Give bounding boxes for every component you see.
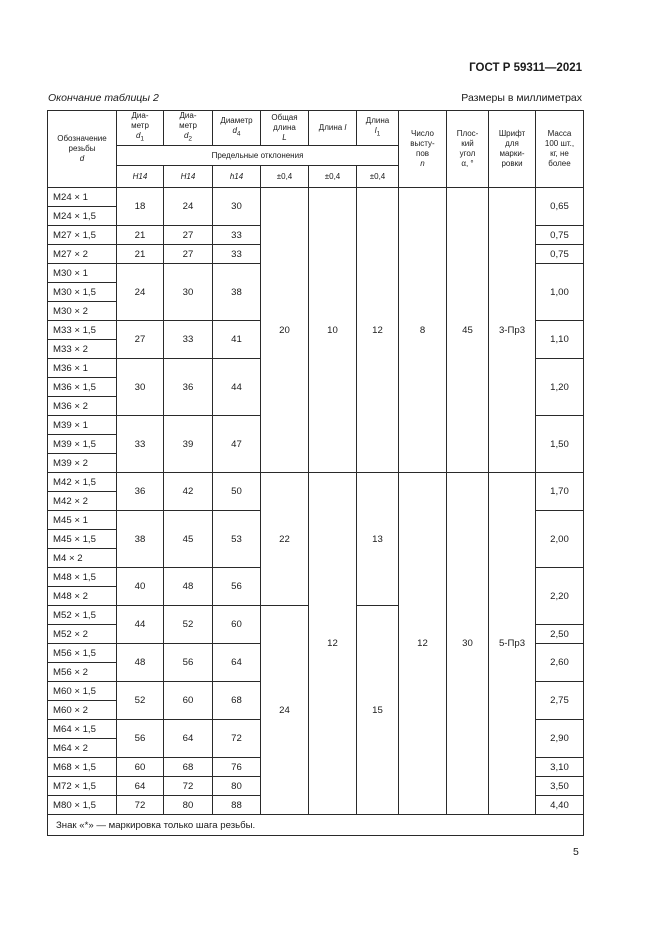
cell-flat-angle: 45 [447,188,489,473]
cell-length-l: 12 [309,473,357,815]
cell-d4: 33 [213,245,261,264]
tolerance-l: ±0,4 [309,166,357,188]
thread-designation: M30 × 2 [48,302,117,321]
cell-d1: 52 [117,682,164,720]
header-length-l1: Длина $l_1$ [357,111,399,146]
cell-mass: 0,75 [536,245,584,264]
cell-d1: 48 [117,644,164,682]
cell-length-l: 10 [309,188,357,473]
cell-d1: 38 [117,511,164,568]
units-note: Размеры в миллиметрах [461,92,582,104]
cell-marking-font: 5-Пр3 [489,473,536,815]
thread-designation: M36 × 1,5 [48,378,117,397]
cell-d1: 64 [117,777,164,796]
thread-designation: M33 × 2 [48,340,117,359]
cell-d1: 72 [117,796,164,815]
cell-d2: 30 [164,264,213,321]
cell-d4: 88 [213,796,261,815]
header-length-l: Длина l [309,111,357,146]
tolerance-d2: H14 [164,166,213,188]
thread-designation: M4 × 2 [48,549,117,568]
cell-d4: 76 [213,758,261,777]
cell-d4: 47 [213,416,261,473]
thread-designation: M27 × 2 [48,245,117,264]
header-marking-font: Шрифт для марки- ровки [489,111,536,188]
cell-d1: 18 [117,188,164,226]
thread-designation: M64 × 2 [48,739,117,758]
table-caption: Окончание таблицы 2 [48,92,159,104]
cell-d1: 27 [117,321,164,359]
cell-mass: 3,10 [536,758,584,777]
cell-mass: 1,10 [536,321,584,359]
header-mass: Масса 100 шт., кг, не более [536,111,584,188]
cell-d2: 33 [164,321,213,359]
thread-designation: M24 × 1 [48,188,117,207]
cell-mass: 2,75 [536,682,584,720]
cell-d2: 80 [164,796,213,815]
cell-d1: 36 [117,473,164,511]
cell-total-length: 20 [261,188,309,473]
thread-designation: M60 × 1,5 [48,682,117,701]
cell-d4: 60 [213,606,261,644]
cell-d1: 40 [117,568,164,606]
cell-d2: 72 [164,777,213,796]
header-protrusions: Число высту- пов n [399,111,447,188]
cell-d4: 56 [213,568,261,606]
cell-d1: 21 [117,245,164,264]
thread-designation: M39 × 1,5 [48,435,117,454]
cell-mass: 1,50 [536,416,584,473]
thread-designation: M72 × 1,5 [48,777,117,796]
cell-d4: 64 [213,644,261,682]
dimensions-table [47,110,584,836]
thread-designation: M52 × 2 [48,625,117,644]
thread-designation: M56 × 2 [48,663,117,682]
thread-designation: M45 × 1,5 [48,530,117,549]
thread-designation: M27 × 1,5 [48,226,117,245]
thread-designation: M36 × 2 [48,397,117,416]
thread-designation: M48 × 1,5 [48,568,117,587]
cell-d4: 53 [213,511,261,568]
thread-designation: M30 × 1,5 [48,283,117,302]
thread-designation: M52 × 1,5 [48,606,117,625]
cell-flat-angle: 30 [447,473,489,815]
table-row [48,188,584,207]
thread-designation: M36 × 1 [48,359,117,378]
cell-mass: 2,20 [536,568,584,625]
thread-designation: M56 × 1,5 [48,644,117,663]
cell-total-length: 22 [261,473,309,606]
cell-mass: 1,00 [536,264,584,321]
thread-designation: M64 × 1,5 [48,720,117,739]
cell-mass: 1,20 [536,359,584,416]
cell-length-l1: 13 [357,473,399,606]
cell-d4: 44 [213,359,261,416]
cell-d1: 33 [117,416,164,473]
cell-d1: 56 [117,720,164,758]
table-footnote: Знак «*» — маркировка только шага резьбы. [48,815,584,836]
cell-mass: 1,70 [536,473,584,511]
cell-protrusions: 12 [399,473,447,815]
cell-length-l1: 15 [357,606,399,815]
thread-designation: M39 × 2 [48,454,117,473]
header-d4: Диаметр $d_4$ [213,111,261,146]
tolerance-d4: h14 [213,166,261,188]
tolerance-L: ±0,4 [261,166,309,188]
header-d2: Диа- метр $d_2$ [164,111,213,146]
cell-d2: 60 [164,682,213,720]
thread-designation: M33 × 1,5 [48,321,117,340]
thread-designation: M24 × 1,5 [48,207,117,226]
cell-mass: 2,50 [536,625,584,644]
cell-mass: 0,75 [536,226,584,245]
cell-marking-font: 3-Пр3 [489,188,536,473]
cell-protrusions: 8 [399,188,447,473]
thread-designation: M30 × 1 [48,264,117,283]
cell-d2: 24 [164,188,213,226]
cell-mass: 2,00 [536,511,584,568]
header-d1: Диа- метр $d_1$ [117,111,164,146]
cell-d1: 44 [117,606,164,644]
cell-d2: 64 [164,720,213,758]
cell-d1: 21 [117,226,164,245]
cell-d4: 33 [213,226,261,245]
thread-designation: M48 × 2 [48,587,117,606]
cell-d2: 36 [164,359,213,416]
table-row [48,473,584,492]
header-total-length: Общая длина L [261,111,309,146]
header-designation: Обозначение резьбы d [48,111,117,188]
cell-d2: 27 [164,226,213,245]
cell-d2: 42 [164,473,213,511]
cell-d4: 72 [213,720,261,758]
tolerance-l1: ±0,4 [357,166,399,188]
cell-mass: 2,60 [536,644,584,682]
cell-d2: 39 [164,416,213,473]
cell-d2: 27 [164,245,213,264]
header-flat-angle: Плос- кий угол α, ° [447,111,489,188]
cell-mass: 0,65 [536,188,584,226]
cell-d1: 60 [117,758,164,777]
cell-d2: 56 [164,644,213,682]
cell-d4: 68 [213,682,261,720]
thread-designation: M68 × 1,5 [48,758,117,777]
deviations-header: Предельные отклонения [117,146,399,166]
cell-d4: 80 [213,777,261,796]
cell-mass: 3,50 [536,777,584,796]
thread-designation: M45 × 1 [48,511,117,530]
cell-d2: 48 [164,568,213,606]
cell-mass: 4,40 [536,796,584,815]
thread-designation: M39 × 1 [48,416,117,435]
cell-d4: 30 [213,188,261,226]
cell-d2: 45 [164,511,213,568]
cell-mass: 2,90 [536,720,584,758]
thread-designation: M42 × 2 [48,492,117,511]
thread-designation: M80 × 1,5 [48,796,117,815]
cell-d4: 41 [213,321,261,359]
cell-d1: 30 [117,359,164,416]
cell-d2: 68 [164,758,213,777]
page-number: 5 [573,846,579,858]
cell-length-l1: 12 [357,188,399,473]
cell-d4: 50 [213,473,261,511]
cell-d2: 52 [164,606,213,644]
thread-designation: M42 × 1,5 [48,473,117,492]
cell-d4: 38 [213,264,261,321]
tolerance-d1: H14 [117,166,164,188]
cell-d1: 24 [117,264,164,321]
cell-total-length: 24 [261,606,309,815]
thread-designation: M60 × 2 [48,701,117,720]
standard-number: ГОСТ Р 59311—2021 [469,62,582,74]
